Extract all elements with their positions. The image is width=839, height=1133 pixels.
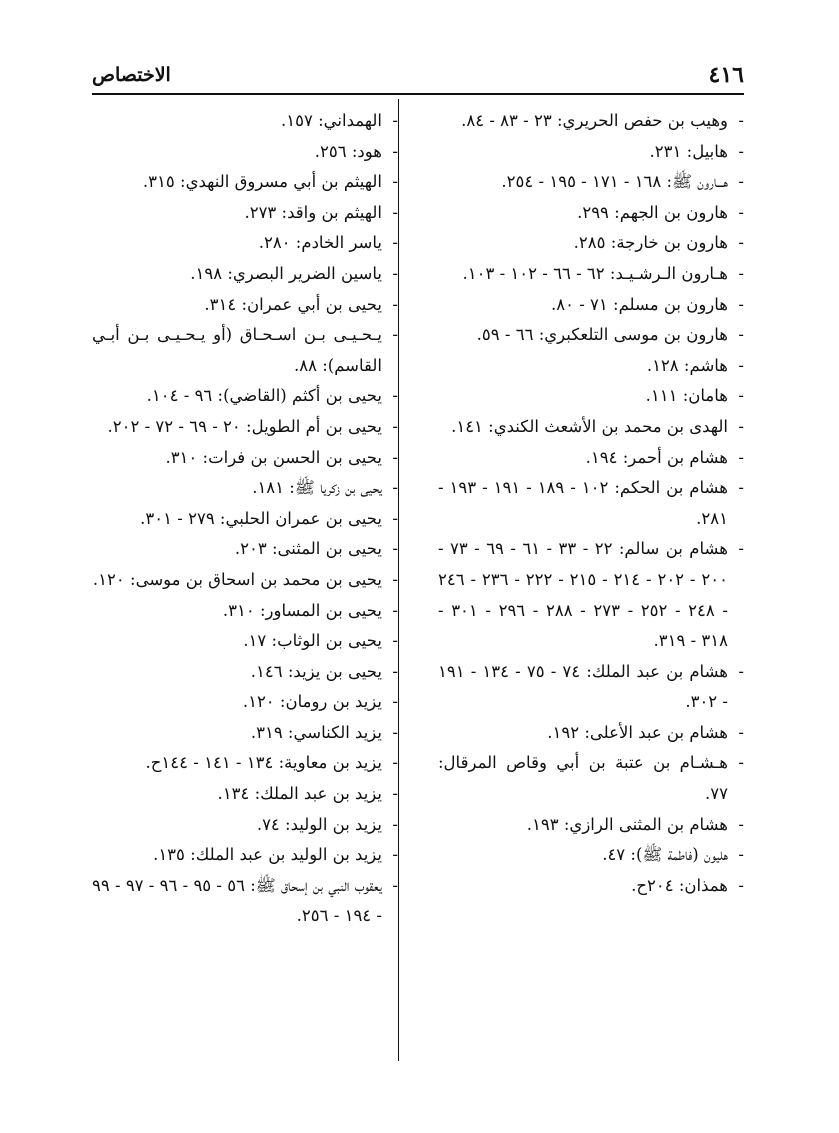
index-entry: - هشام بن سالم: ٢٢ - ٣٣ - ٦١ - ٦٩ - ٧٣ - ٢٠٠ - ٢٠٢ - ٢١٤ - ٢١٥ - ٢٢٢ - ٢٣٦ - ٢٤٦ - ٢٤٨ - ٢٥٢ - ٢٧٣ - ٢٨٨ - ٢٩٦ - ٣٠١ - ٣١٨ - ٣١٩. xyxy=(438,534,744,656)
index-entry: - هود: ٢٥٦. xyxy=(92,137,398,168)
index-entry: - هـــارون ﷺ: ١٦٨ - ١٧١ - ١٩٥ - ٢٥٤. xyxy=(438,167,744,198)
index-entry: - ياسين الضرير البصري: ١٩٨. xyxy=(92,259,398,290)
index-entry: - هـشـام بن عتبة بن أبي وقاص المرقال: ٧٧. xyxy=(438,748,744,809)
index-entry: - هارون بن خارجة: ٢٨٥. xyxy=(438,228,744,259)
index-entry: - هشام بن عبد الملك: ٧٤ - ٧٥ - ١٣٤ - ١٩١ - ٣٠٢. xyxy=(438,657,744,718)
index-entry: - هابيل: ٢٣١. xyxy=(438,137,744,168)
index-entry: - همذان: ٢٠٤ح. xyxy=(438,871,744,902)
index-entry: - هامان: ١١١. xyxy=(438,381,744,412)
index-entry: - يحيى بن يزيد: ١٤٦. xyxy=(92,657,398,688)
index-entry: - يزيد بن معاوية: ١٣٤ - ١٤١ - ١٤٤ح. xyxy=(92,748,398,779)
index-entry: - يحيى بن الوثاب: ١٧. xyxy=(92,626,398,657)
page-number: ٤١٦ xyxy=(708,62,744,88)
index-entry: - ياسر الخادم: ٢٨٠. xyxy=(92,228,398,259)
index-entry: - الهيثم بن واقد: ٢٧٣. xyxy=(92,198,398,229)
index-entry: - يعقوب النبي بن إسحاق ﷺ: ٥٦ - ٩٥ - ٩٦ - ٩٧ - ٩٩ - ١٩٤ - ٢٥٦. xyxy=(92,871,398,932)
index-entry: - الهدى بن محمد بن الأشعث الكندي: ١٤١. xyxy=(438,412,744,443)
index-entry: - يزيد بن الوليد بن عبد الملك: ١٣٥. xyxy=(92,840,398,871)
index-entry: - يحيى بن أبي عمران: ٣١٤. xyxy=(92,290,398,321)
index-entry: - يحيى بن أكثم (القاضي): ٩٦ - ١٠٤. xyxy=(92,381,398,412)
index-entry: - يزيد الكناسي: ٣١٩. xyxy=(92,718,398,749)
index-entry: - هارون بن الجهم: ٢٩٩. xyxy=(438,198,744,229)
index-entry: - هشام بن عبد الأعلى: ١٩٢. xyxy=(438,718,744,749)
index-entry: - هارون بن موسى التلعكبري: ٦٦ - ٥٩. xyxy=(438,320,744,351)
index-column-right xyxy=(438,106,744,901)
index-entry: - يـحـيـى بـن اسـحـاق (أو يـحـيـى بـن أبـي القاسم): ٨٨. xyxy=(92,320,398,381)
index-entry: - يحيى بن محمد بن اسحاق بن موسى: ١٢٠. xyxy=(92,565,398,596)
index-entry: - يزيد بن الوليد: ٧٤. xyxy=(92,810,398,841)
index-entry: - هارون بن مسلم: ٧١ - ٨٠. xyxy=(438,290,744,321)
index-entry: - يحيى بن زكريا ﷺ: ١٨١. xyxy=(92,473,398,504)
index-entry: - هـارون الـرشـيـد: ٦٢ - ٦٦ - ١٠٢ - ١٠٣. xyxy=(438,259,744,290)
index-entry: - الهمداني: ١٥٧. xyxy=(92,106,398,137)
index-entry: - يزيد بن رومان: ١٢٠. xyxy=(92,687,398,718)
index-entry: - يحيى بن عمران الحلبي: ٢٧٩ - ٣٠١. xyxy=(92,504,398,535)
column-divider xyxy=(398,99,399,1061)
index-column-left xyxy=(92,106,398,932)
index-entry: - هليون (فاطمة ﷺ): ٤٧. xyxy=(438,840,744,871)
header-rule xyxy=(92,93,744,95)
index-entry: - يحيى بن الحسن بن فرات: ٣١٠. xyxy=(92,443,398,474)
running-title: الاختصاص xyxy=(92,64,171,86)
index-entry: - الهيثم بن أبي مسروق النهدي: ٣١٥. xyxy=(92,167,398,198)
index-entry: - يحيى بن أم الطويل: ٢٠ - ٦٩ - ٧٢ - ٢٠٢. xyxy=(92,412,398,443)
page-header xyxy=(92,58,744,92)
index-entry: - يحيى بن المساور: ٣١٠. xyxy=(92,596,398,627)
index-entry: - هشام بن أحمر: ١٩٤. xyxy=(438,443,744,474)
index-entry: - وهيب بن حفص الحريري: ٢٣ - ٨٣ - ٨٤. xyxy=(438,106,744,137)
index-entry: - يزيد بن عبد الملك: ١٣٤. xyxy=(92,779,398,810)
index-entry: - هشام بن المثنى الرازي: ١٩٣. xyxy=(438,810,744,841)
index-entry: - يحيى بن المثنى: ٢٠٣. xyxy=(92,534,398,565)
index-entry: - هاشم: ١٢٨. xyxy=(438,351,744,382)
index-entry: - هشام بن الحكم: ١٠٢ - ١٨٩ - ١٩١ - ١٩٣ - ٢٨١. xyxy=(438,473,744,534)
